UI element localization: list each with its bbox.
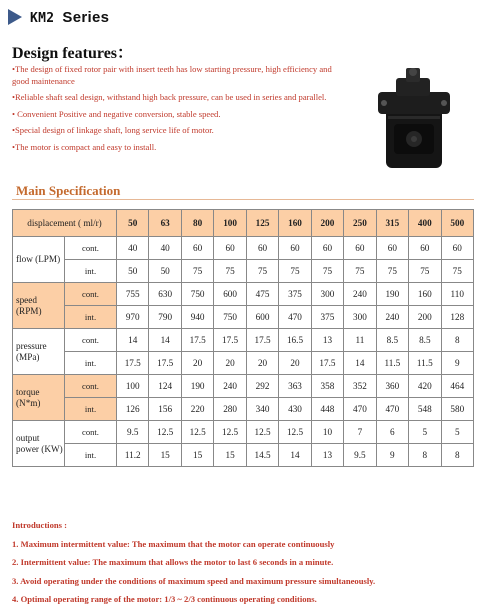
displacement-value: 160: [279, 210, 311, 237]
spec-value-cell: 14: [344, 352, 376, 375]
spec-value-cell: 10: [311, 421, 343, 444]
spec-value-cell: 363: [279, 375, 311, 398]
spec-value-cell: 8.5: [376, 329, 408, 352]
spec-value-cell: 750: [181, 283, 213, 306]
feature-item: •The motor is compact and easy to install.: [12, 141, 157, 152]
spec-value-cell: 970: [117, 306, 149, 329]
triangle-bullet-icon: [8, 9, 22, 25]
spec-value-cell: 11: [344, 329, 376, 352]
spec-value-cell: 60: [376, 237, 408, 260]
series-title: [30, 9, 109, 26]
spec-value-cell: 8.5: [409, 329, 441, 352]
spec-value-cell: 750: [214, 306, 246, 329]
spec-row-int: [13, 306, 474, 329]
int-label: int.: [65, 398, 117, 421]
spec-row-cont: [13, 421, 474, 444]
spec-value-cell: 75: [376, 260, 408, 283]
spec-value-cell: 110: [441, 283, 473, 306]
spec-value-cell: 160: [409, 283, 441, 306]
spec-value-cell: 60: [246, 237, 278, 260]
introduction-item: 4. Optimal operating range of the motor: 1/3 ~ 2/3 continuous operating conditions.: [12, 594, 317, 604]
spec-value-cell: 600: [246, 306, 278, 329]
introduction-item: 2. Intermittent value: The maximum that allows the motor to last 6 seconds in a minute.: [12, 557, 334, 567]
spec-value-cell: 124: [149, 375, 181, 398]
parameter-label: speed (RPM): [13, 283, 65, 329]
spec-value-cell: 75: [214, 260, 246, 283]
int-label: int.: [65, 352, 117, 375]
spec-value-cell: 9.5: [117, 421, 149, 444]
introductions-section: [12, 516, 478, 609]
spec-row-int: [13, 444, 474, 467]
displacement-row: [13, 210, 474, 237]
spec-value-cell: 156: [149, 398, 181, 421]
spec-row-int: [13, 260, 474, 283]
spec-row-cont: [13, 237, 474, 260]
spec-value-cell: 50: [149, 260, 181, 283]
spec-value-cell: 15: [214, 444, 246, 467]
introduction-item: 1. Maximum intermittent value: The maximum that the motor can operate continuously: [12, 538, 335, 549]
spec-value-cell: 75: [246, 260, 278, 283]
displacement-value: 80: [181, 210, 213, 237]
section-divider: [12, 199, 474, 200]
spec-row-int: [13, 398, 474, 421]
spec-value-cell: 300: [311, 283, 343, 306]
spec-value-cell: 12.5: [181, 421, 213, 444]
int-label: int.: [65, 444, 117, 467]
spec-value-cell: 5: [441, 421, 473, 444]
cont-label: cont.: [65, 237, 117, 260]
spec-value-cell: 14: [279, 444, 311, 467]
displacement-value: 125: [246, 210, 278, 237]
spec-value-cell: 20: [279, 352, 311, 375]
spec-value-cell: 60: [344, 237, 376, 260]
spec-value-cell: 50: [117, 260, 149, 283]
displacement-value: 50: [117, 210, 149, 237]
spec-value-cell: 15: [149, 444, 181, 467]
displacement-label: displacement ( ml/r): [13, 210, 117, 237]
spec-value-cell: 13: [311, 329, 343, 352]
spec-row-cont: [13, 375, 474, 398]
spec-row-cont: [13, 283, 474, 306]
int-label: int.: [65, 260, 117, 283]
parameter-label: output power (KW): [13, 421, 65, 467]
spec-value-cell: 470: [376, 398, 408, 421]
design-features-title: Design features：: [12, 45, 134, 62]
spec-value-cell: 60: [181, 237, 213, 260]
spec-value-cell: 430: [279, 398, 311, 421]
spec-value-cell: 12.5: [246, 421, 278, 444]
spec-value-cell: 580: [441, 398, 473, 421]
spec-value-cell: 75: [441, 260, 473, 283]
spec-value-cell: 16.5: [279, 329, 311, 352]
series-header: [8, 6, 109, 28]
spec-value-cell: 352: [344, 375, 376, 398]
spec-value-cell: 12.5: [149, 421, 181, 444]
spec-value-cell: 375: [311, 306, 343, 329]
spec-value-cell: 300: [344, 306, 376, 329]
spec-value-cell: 75: [409, 260, 441, 283]
spec-value-cell: 100: [117, 375, 149, 398]
spec-value-cell: 60: [214, 237, 246, 260]
spec-value-cell: 5: [409, 421, 441, 444]
design-features-list: [12, 64, 342, 158]
cont-label: cont.: [65, 283, 117, 306]
spec-value-cell: 190: [181, 375, 213, 398]
spec-value-cell: 20: [246, 352, 278, 375]
introductions-title: Introductions :: [12, 520, 67, 530]
spec-value-cell: 75: [181, 260, 213, 283]
spec-value-cell: 15: [181, 444, 213, 467]
spec-value-cell: 790: [149, 306, 181, 329]
spec-value-cell: 75: [344, 260, 376, 283]
spec-value-cell: 12.5: [279, 421, 311, 444]
displacement-value: 63: [149, 210, 181, 237]
spec-value-cell: 464: [441, 375, 473, 398]
spec-value-cell: 17.5: [311, 352, 343, 375]
hydraulic-motor-image: [368, 64, 458, 174]
spec-value-cell: 40: [117, 237, 149, 260]
spec-value-cell: 17.5: [149, 352, 181, 375]
spec-value-cell: 9.5: [344, 444, 376, 467]
spec-value-cell: 220: [181, 398, 213, 421]
spec-value-cell: 8: [441, 329, 473, 352]
feature-item: •Reliable shaft seal design, withstand high back pressure, can be used in series and parallel.: [12, 92, 327, 102]
spec-value-cell: 7: [344, 421, 376, 444]
specification-table: [12, 209, 474, 467]
spec-value-cell: 420: [409, 375, 441, 398]
spec-value-cell: 190: [376, 283, 408, 306]
spec-value-cell: 600: [214, 283, 246, 306]
displacement-value: 250: [344, 210, 376, 237]
spec-value-cell: 548: [409, 398, 441, 421]
spec-value-cell: 292: [246, 375, 278, 398]
spec-value-cell: 358: [311, 375, 343, 398]
spec-value-cell: 60: [279, 237, 311, 260]
parameter-label: torque (N*m): [13, 375, 65, 421]
spec-value-cell: 17.5: [246, 329, 278, 352]
spec-value-cell: 60: [311, 237, 343, 260]
spec-value-cell: 448: [311, 398, 343, 421]
spec-value-cell: 17.5: [117, 352, 149, 375]
spec-value-cell: 126: [117, 398, 149, 421]
feature-item: • Convenient Positive and negative conversion, stable speed.: [12, 108, 221, 119]
feature-item: •The design of fixed rotor pair with insert teeth has low starting pressure, high efficiency and good maintenance: [12, 64, 332, 86]
spec-row-cont: [13, 329, 474, 352]
spec-value-cell: 280: [214, 398, 246, 421]
spec-value-cell: 9: [376, 444, 408, 467]
spec-value-cell: 75: [311, 260, 343, 283]
main-specification-title: Main Specification: [16, 183, 121, 198]
spec-value-cell: 60: [441, 237, 473, 260]
model-code: KM2: [30, 10, 55, 26]
spec-value-cell: 20: [181, 352, 213, 375]
spec-value-cell: 14.5: [246, 444, 278, 467]
spec-value-cell: 240: [376, 306, 408, 329]
displacement-value: 500: [441, 210, 473, 237]
series-word: Series: [62, 8, 110, 26]
spec-value-cell: 75: [279, 260, 311, 283]
spec-value-cell: 9: [441, 352, 473, 375]
int-label: int.: [65, 306, 117, 329]
spec-value-cell: 17.5: [181, 329, 213, 352]
spec-value-cell: 14: [149, 329, 181, 352]
spec-value-cell: 14: [117, 329, 149, 352]
displacement-value: 315: [376, 210, 408, 237]
spec-value-cell: 200: [409, 306, 441, 329]
spec-value-cell: 20: [214, 352, 246, 375]
spec-row-int: [13, 352, 474, 375]
cont-label: cont.: [65, 375, 117, 398]
spec-value-cell: 940: [181, 306, 213, 329]
spec-value-cell: 470: [344, 398, 376, 421]
parameter-label: pressure (MPa): [13, 329, 65, 375]
spec-value-cell: 360: [376, 375, 408, 398]
feature-item: •Special design of linkage shaft, long service life of motor.: [12, 125, 214, 135]
spec-value-cell: 240: [344, 283, 376, 306]
spec-value-cell: 470: [279, 306, 311, 329]
spec-value-cell: 11.5: [376, 352, 408, 375]
cont-label: cont.: [65, 421, 117, 444]
spec-value-cell: 40: [149, 237, 181, 260]
spec-value-cell: 128: [441, 306, 473, 329]
spec-value-cell: 12.5: [214, 421, 246, 444]
spec-value-cell: 17.5: [214, 329, 246, 352]
spec-value-cell: 340: [246, 398, 278, 421]
spec-value-cell: 240: [214, 375, 246, 398]
cont-label: cont.: [65, 329, 117, 352]
introduction-item: 3. Avoid operating under the conditions of maximum speed and maximum pressure simultaneously.: [12, 575, 376, 586]
displacement-value: 400: [409, 210, 441, 237]
spec-value-cell: 8: [441, 444, 473, 467]
spec-value-cell: 375: [279, 283, 311, 306]
spec-value-cell: 11.2: [117, 444, 149, 467]
spec-value-cell: 6: [376, 421, 408, 444]
spec-value-cell: 13: [311, 444, 343, 467]
spec-value-cell: 60: [409, 237, 441, 260]
spec-value-cell: 11.5: [409, 352, 441, 375]
displacement-value: 200: [311, 210, 343, 237]
spec-value-cell: 8: [409, 444, 441, 467]
displacement-value: 100: [214, 210, 246, 237]
spec-value-cell: 630: [149, 283, 181, 306]
spec-value-cell: 755: [117, 283, 149, 306]
parameter-label: flow (LPM): [13, 237, 65, 283]
spec-value-cell: 475: [246, 283, 278, 306]
